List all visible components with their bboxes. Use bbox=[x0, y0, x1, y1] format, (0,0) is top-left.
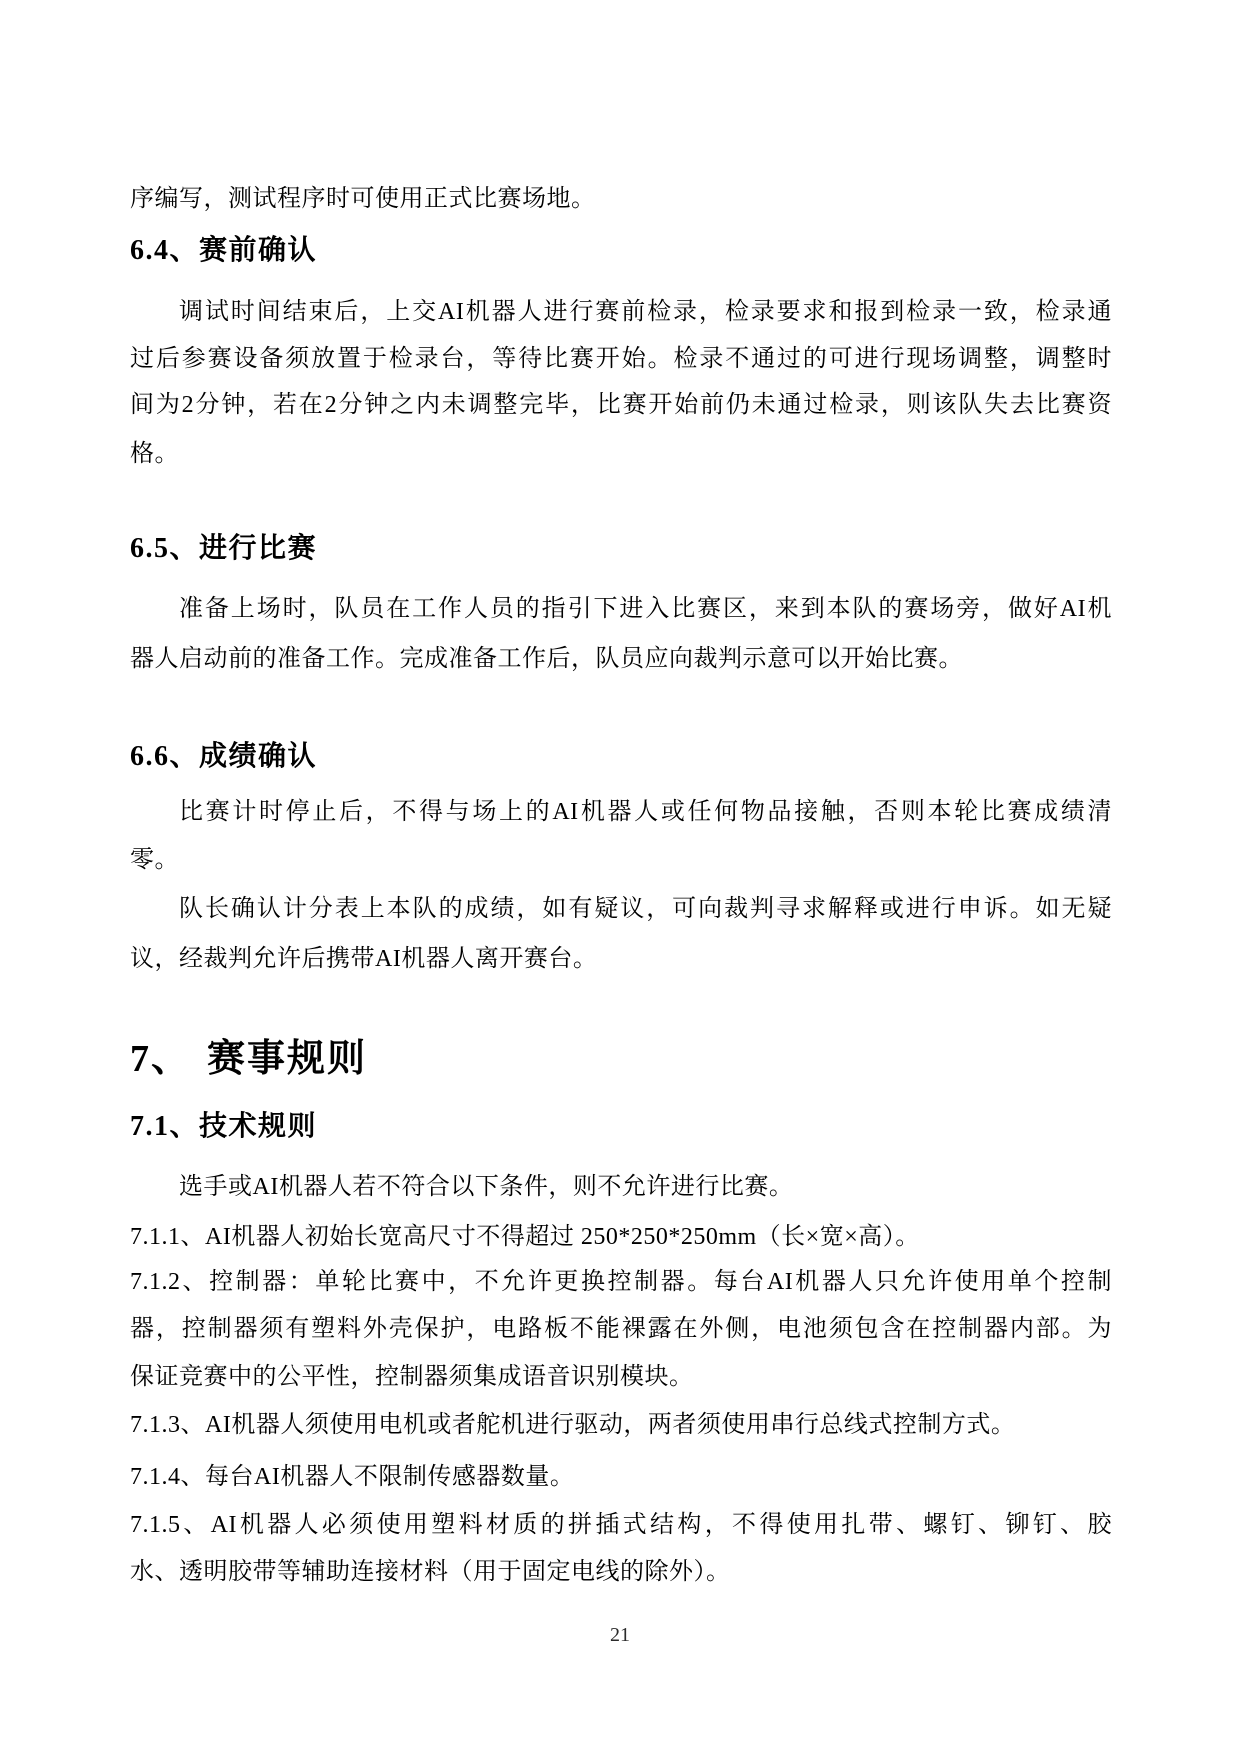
rule-item-7-1-2-line: 7.1.2、控制器：单轮比赛中，不允许更换控制器。每台AI机器人只允许使用单个控制 bbox=[130, 1269, 1112, 1295]
section-heading-6-5: 6.5、进行比赛 bbox=[130, 533, 318, 564]
paragraph-line: 过后参赛设备须放置于检录台，等待比赛开始。检录不通过的可进行现场调整，调整时 bbox=[130, 346, 1112, 372]
paragraph-line: 调试时间结束后，上交AI机器人进行赛前检录，检录要求和报到检录一致，检录通 bbox=[179, 299, 1112, 325]
rule-item-7-1-1: 7.1.1、AI机器人初始长宽高尺寸不得超过 250*250*250mm（长×宽×高）。 bbox=[130, 1224, 920, 1250]
paragraph-line: 队长确认计分表上本队的成绩，如有疑议，可向裁判寻求解释或进行申诉。如无疑 bbox=[179, 896, 1112, 922]
body-line: 序编写，测试程序时可使用正式比赛场地。 bbox=[130, 186, 596, 212]
rule-item-7-1-5-line: 7.1.5、AI机器人必须使用塑料材质的拼插式结构，不得使用扎带、螺钉、铆钉、胶 bbox=[130, 1512, 1112, 1538]
paragraph-line: 间为2分钟，若在2分钟之内未调整完毕，比赛开始前仍未通过检录，则该队失去比赛资 bbox=[130, 392, 1112, 418]
paragraph-line: 零。 bbox=[130, 847, 179, 873]
chapter-number: 7、 bbox=[130, 1038, 192, 1080]
chapter-heading-7 bbox=[130, 1029, 1112, 1089]
rule-item-7-1-3: 7.1.3、AI机器人须使用电机或者舵机进行驱动，两者须使用串行总线式控制方式。 bbox=[130, 1412, 1016, 1438]
rule-item-7-1-2-line: 保证竞赛中的公平性，控制器须集成语音识别模块。 bbox=[130, 1364, 694, 1390]
section-heading-6-4: 6.4、赛前确认 bbox=[130, 235, 318, 266]
rule-item-7-1-2-line: 器，控制器须有塑料外壳保护，电路板不能裸露在外侧，电池须包含在控制器内部。为 bbox=[130, 1316, 1112, 1342]
section-heading-7-1: 7.1、技术规则 bbox=[130, 1111, 318, 1142]
paragraph-line: 器人启动前的准备工作。完成准备工作后，队员应向裁判示意可以开始比赛。 bbox=[130, 646, 963, 672]
chapter-title: 赛事规则 bbox=[207, 1038, 368, 1080]
paragraph-line: 选手或AI机器人若不符合以下条件，则不允许进行比赛。 bbox=[179, 1174, 794, 1200]
rule-item-7-1-5-line: 水、透明胶带等辅助连接材料（用于固定电线的除外）。 bbox=[130, 1559, 731, 1585]
section-heading-6-6: 6.6、成绩确认 bbox=[130, 741, 318, 772]
paragraph-line: 格。 bbox=[130, 441, 179, 467]
paragraph-line: 议，经裁判允许后携带AI机器人离开赛台。 bbox=[130, 946, 598, 972]
paragraph-line: 准备上场时，队员在工作人员的指引下进入比赛区，来到本队的赛场旁，做好AI机 bbox=[179, 596, 1112, 622]
rule-item-7-1-4: 7.1.4、每台AI机器人不限制传感器数量。 bbox=[130, 1464, 575, 1490]
page-number: 21 bbox=[610, 1624, 630, 1646]
paragraph-line: 比赛计时停止后，不得与场上的AI机器人或任何物品接触，否则本轮比赛成绩清 bbox=[179, 799, 1112, 825]
